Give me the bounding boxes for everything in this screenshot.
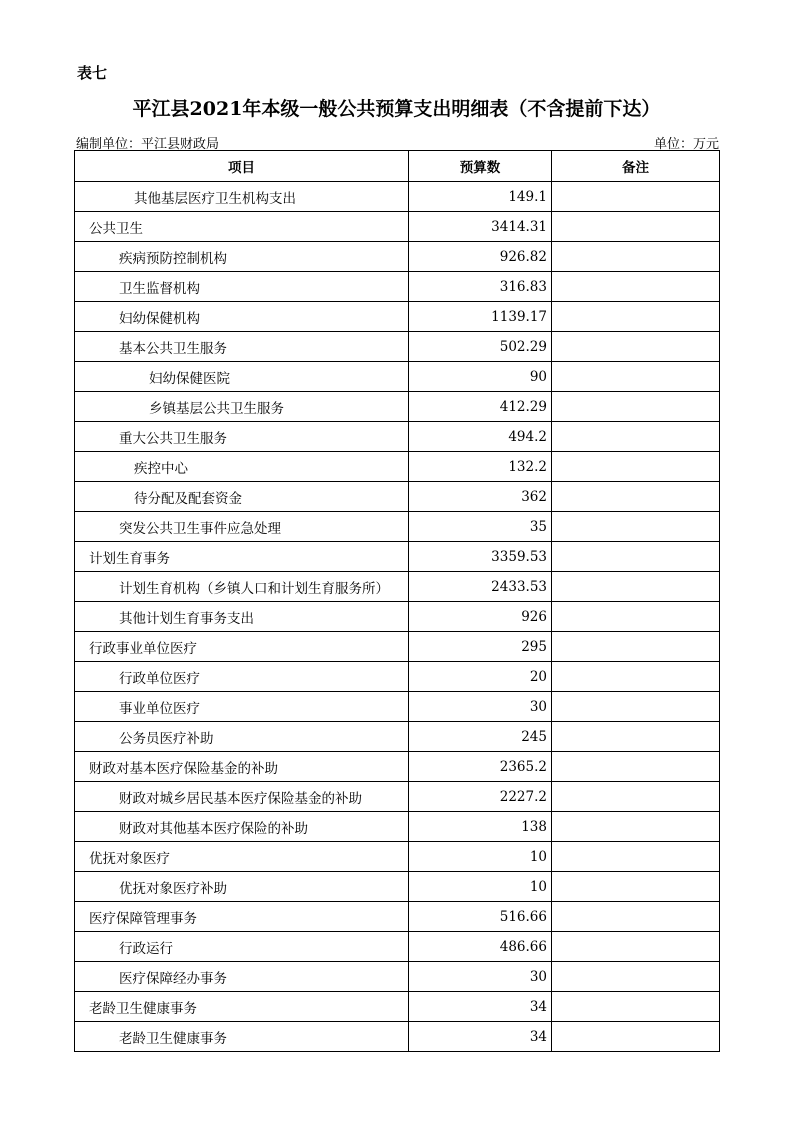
row-note bbox=[552, 692, 720, 722]
row-amount: 2365.2 bbox=[409, 752, 552, 782]
table-row bbox=[75, 572, 720, 602]
row-amount: 2433.53 bbox=[409, 572, 552, 602]
row-item: 优抚对象医疗 bbox=[75, 842, 409, 872]
row-item: 疾控中心 bbox=[75, 452, 409, 482]
row-item: 乡镇基层公共卫生服务 bbox=[75, 392, 409, 422]
row-item: 优抚对象医疗补助 bbox=[75, 872, 409, 902]
row-note bbox=[552, 212, 720, 242]
row-item: 计划生育事务 bbox=[75, 542, 409, 572]
row-amount: 34 bbox=[409, 1022, 552, 1052]
row-amount: 132.2 bbox=[409, 452, 552, 482]
row-note bbox=[552, 992, 720, 1022]
row-amount: 3359.53 bbox=[409, 542, 552, 572]
table-row bbox=[75, 632, 720, 662]
row-amount: 30 bbox=[409, 962, 552, 992]
row-amount: 412.29 bbox=[409, 392, 552, 422]
row-note bbox=[552, 392, 720, 422]
row-item: 老龄卫生健康事务 bbox=[75, 1022, 409, 1052]
table-row bbox=[75, 242, 720, 272]
row-amount: 3414.31 bbox=[409, 212, 552, 242]
row-note bbox=[552, 752, 720, 782]
row-note bbox=[552, 422, 720, 452]
table-row bbox=[75, 602, 720, 632]
row-item: 财政对城乡居民基本医疗保险基金的补助 bbox=[75, 782, 409, 812]
row-item: 妇幼保健医院 bbox=[75, 362, 409, 392]
row-amount: 35 bbox=[409, 512, 552, 542]
table-row bbox=[75, 992, 720, 1022]
row-note bbox=[552, 272, 720, 302]
row-item: 其他基层医疗卫生机构支出 bbox=[75, 182, 409, 212]
table-row bbox=[75, 722, 720, 752]
row-note bbox=[552, 962, 720, 992]
row-item: 其他计划生育事务支出 bbox=[75, 602, 409, 632]
row-item: 公务员医疗补助 bbox=[75, 722, 409, 752]
row-amount: 149.1 bbox=[409, 182, 552, 212]
row-item: 财政对其他基本医疗保险的补助 bbox=[75, 812, 409, 842]
compiler-label: 编制单位：平江县财政局 bbox=[76, 137, 220, 152]
table-row bbox=[75, 332, 720, 362]
table-row bbox=[75, 272, 720, 302]
row-item: 行政运行 bbox=[75, 932, 409, 962]
row-item: 计划生育机构（乡镇人口和计划生育服务所） bbox=[75, 572, 409, 602]
row-amount: 494.2 bbox=[409, 422, 552, 452]
table-row bbox=[75, 542, 720, 572]
table-row bbox=[75, 182, 720, 212]
row-amount: 502.29 bbox=[409, 332, 552, 362]
row-amount: 362 bbox=[409, 482, 552, 512]
row-note bbox=[552, 182, 720, 212]
column-header-amount: 预算数 bbox=[409, 151, 552, 182]
table-row bbox=[75, 752, 720, 782]
table-meta-row bbox=[76, 133, 719, 152]
unit-label: 单位：万元 bbox=[653, 137, 719, 152]
row-item: 待分配及配套资金 bbox=[75, 482, 409, 512]
table-row bbox=[75, 482, 720, 512]
row-item: 公共卫生 bbox=[75, 212, 409, 242]
row-amount: 34 bbox=[409, 992, 552, 1022]
row-item: 突发公共卫生事件应急处理 bbox=[75, 512, 409, 542]
column-header-item: 项目 bbox=[75, 151, 409, 182]
row-note bbox=[552, 332, 720, 362]
row-note bbox=[552, 812, 720, 842]
row-amount: 516.66 bbox=[409, 902, 552, 932]
row-note bbox=[552, 1022, 720, 1052]
row-amount: 926.82 bbox=[409, 242, 552, 272]
row-amount: 295 bbox=[409, 632, 552, 662]
row-amount: 10 bbox=[409, 872, 552, 902]
row-amount: 30 bbox=[409, 692, 552, 722]
row-note bbox=[552, 782, 720, 812]
row-note bbox=[552, 482, 720, 512]
row-note bbox=[552, 572, 720, 602]
row-amount: 1139.17 bbox=[409, 302, 552, 332]
row-note bbox=[552, 872, 720, 902]
row-amount: 316.83 bbox=[409, 272, 552, 302]
table-row bbox=[75, 932, 720, 962]
table-row bbox=[75, 1022, 720, 1052]
page-title: 平江县2021年本级一般公共预算支出明细表（不含提前下达） bbox=[132, 98, 661, 120]
table-row bbox=[75, 902, 720, 932]
row-item: 行政事业单位医疗 bbox=[75, 632, 409, 662]
row-item: 事业单位医疗 bbox=[75, 692, 409, 722]
table-row bbox=[75, 212, 720, 242]
row-item: 医疗保障管理事务 bbox=[75, 902, 409, 932]
row-note bbox=[552, 302, 720, 332]
row-note bbox=[552, 632, 720, 662]
row-amount: 2227.2 bbox=[409, 782, 552, 812]
row-item: 财政对基本医疗保险基金的补助 bbox=[75, 752, 409, 782]
row-note bbox=[552, 452, 720, 482]
row-item: 疾病预防控制机构 bbox=[75, 242, 409, 272]
table-row bbox=[75, 392, 720, 422]
row-amount: 10 bbox=[409, 842, 552, 872]
row-amount: 20 bbox=[409, 662, 552, 692]
row-amount: 138 bbox=[409, 812, 552, 842]
row-item: 基本公共卫生服务 bbox=[75, 332, 409, 362]
budget-table bbox=[74, 150, 720, 1052]
row-amount: 926 bbox=[409, 602, 552, 632]
table-row bbox=[75, 842, 720, 872]
table-row bbox=[75, 782, 720, 812]
table-row bbox=[75, 692, 720, 722]
row-note bbox=[552, 512, 720, 542]
row-item: 妇幼保健机构 bbox=[75, 302, 409, 332]
row-amount: 90 bbox=[409, 362, 552, 392]
row-note bbox=[552, 242, 720, 272]
row-note bbox=[552, 542, 720, 572]
table-row bbox=[75, 512, 720, 542]
table-row bbox=[75, 362, 720, 392]
row-note bbox=[552, 662, 720, 692]
row-note bbox=[552, 932, 720, 962]
table-row bbox=[75, 452, 720, 482]
table-row bbox=[75, 662, 720, 692]
table-row bbox=[75, 302, 720, 332]
row-item: 医疗保障经办事务 bbox=[75, 962, 409, 992]
table-row bbox=[75, 812, 720, 842]
table-header-row bbox=[75, 151, 720, 182]
row-note bbox=[552, 602, 720, 632]
row-note bbox=[552, 842, 720, 872]
row-item: 重大公共卫生服务 bbox=[75, 422, 409, 452]
row-item: 行政单位医疗 bbox=[75, 662, 409, 692]
row-amount: 245 bbox=[409, 722, 552, 752]
row-item: 卫生监督机构 bbox=[75, 272, 409, 302]
row-item: 老龄卫生健康事务 bbox=[75, 992, 409, 1022]
table-row bbox=[75, 962, 720, 992]
row-note bbox=[552, 362, 720, 392]
table-row bbox=[75, 872, 720, 902]
column-header-note: 备注 bbox=[552, 151, 720, 182]
row-note bbox=[552, 902, 720, 932]
table-row bbox=[75, 422, 720, 452]
row-note bbox=[552, 722, 720, 752]
table-number-label: 表七 bbox=[77, 64, 108, 82]
row-amount: 486.66 bbox=[409, 932, 552, 962]
